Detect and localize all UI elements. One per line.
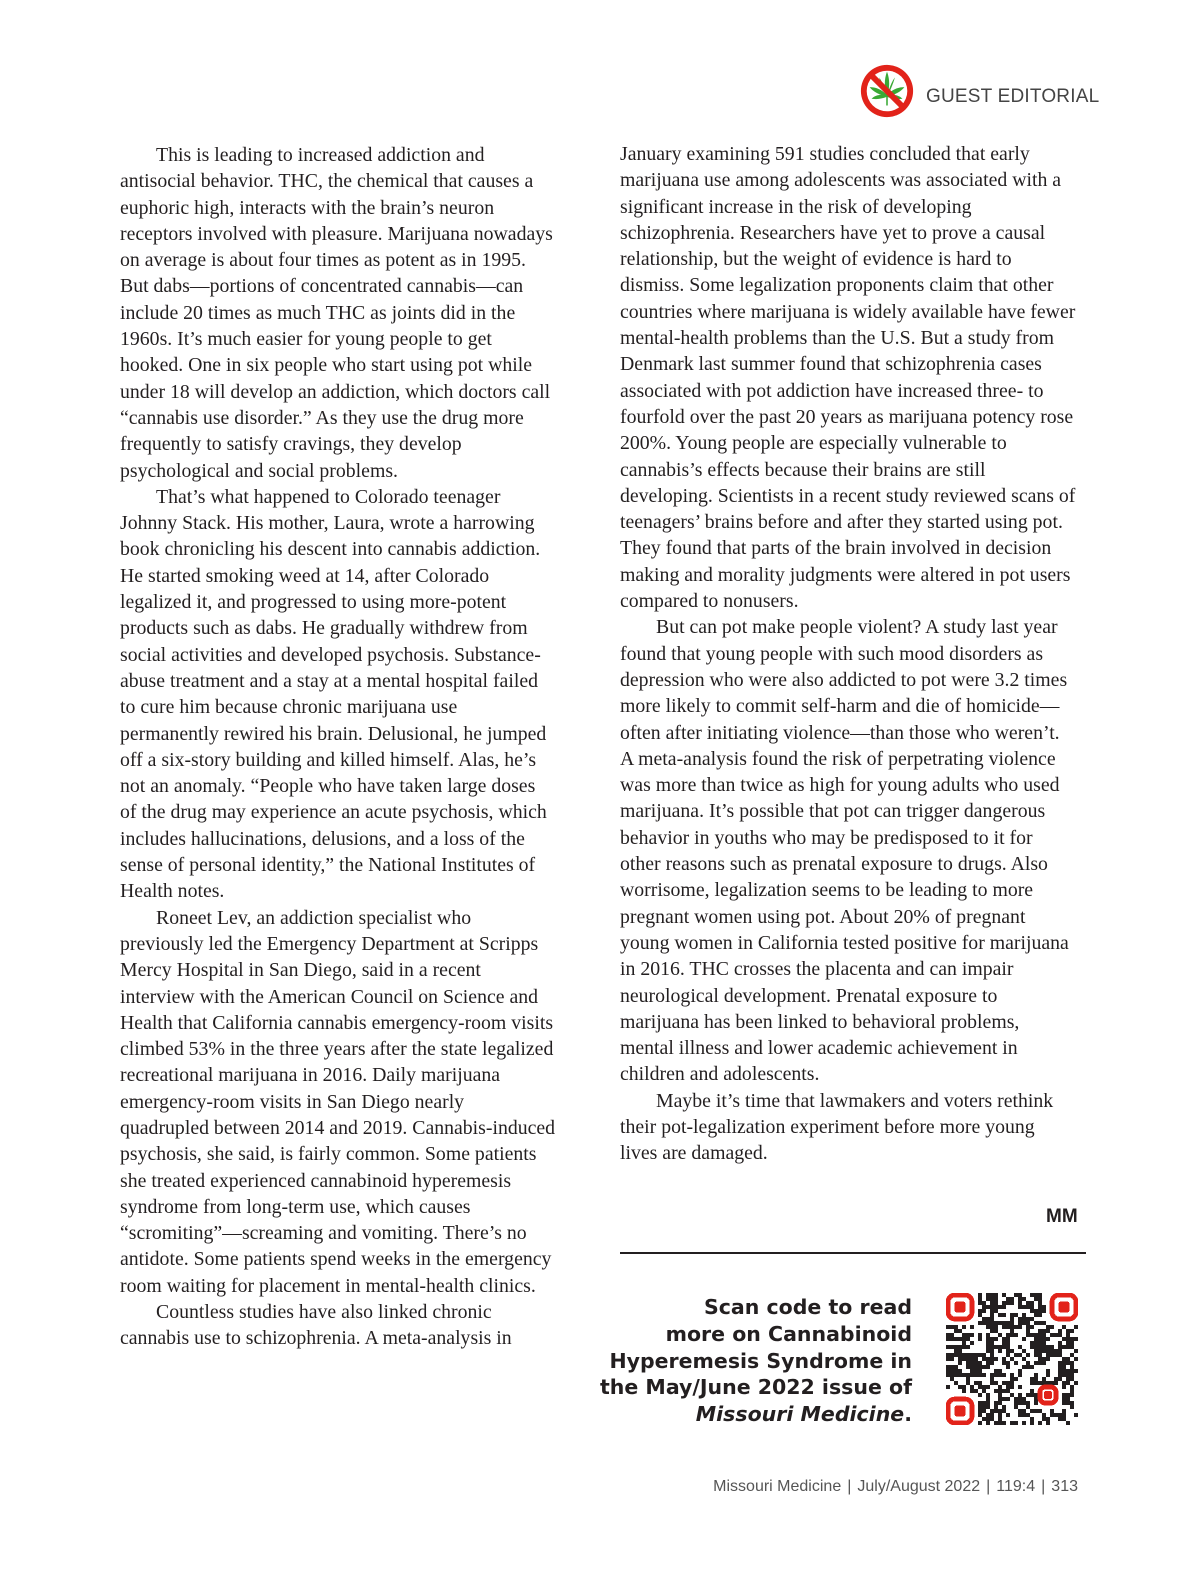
section-label: GUEST EDITORIAL <box>926 86 1100 107</box>
article-left-column <box>120 142 556 1352</box>
paragraph: Countless studies have also linked chronic cannabis use to schizophrenia. A meta-analysis in <box>120 1301 512 1350</box>
paragraph: January examining 591 studies concluded that early marijuana use among adolescents was associated with a significant increase in the risk of developing schizophrenia. Researchers have yet to prove a causal relationship, but the weight of evidence is hard to dismiss. Some legalization proponents claim that other countries where marijuana is widely available have fewer mental-health problems than the U.S. But a study from Denmark last summer found that schizophrenia cases associated with pot addiction have increased three- to fourfold over the past 20 years as marijuana potency rose 200%. Young people are especially vulnerable to cannabis’s effects because their brains are still developing. Scientists in a recent study reviewed scans of teenagers’ brains before and after they started using pot. They found that parts of the brain involved in decision making and morality judgments were altered in pot users compared to nonusers. <box>620 143 1076 613</box>
footer-separator: | <box>986 1478 991 1495</box>
footer-journal: Missouri Medicine <box>713 1478 842 1495</box>
paragraph: Maybe it’s time that lawmakers and voters rethink their pot-legalization experiment before more young lives are damaged. <box>620 1089 1054 1165</box>
divider <box>620 1252 1086 1254</box>
callout-line: Scan code to read <box>704 1295 912 1319</box>
paragraph: That’s what happened to Colorado teenager Johnny Stack. His mother, Laura, wrote a harrowing book chronicling his descent into cannabis addiction. He started smoking weed at 14, after Colorado legalized it, and progressed to using more-potent products such as dabs. He gradually withdrew from social activities and developed psychosis. Substance-abuse treatment and a stay at a mental hospital failed to cure him because chronic marijuana use permanently rewired his brain. Delusional, he jumped off a six-story building and killed himself. Alas, he’s not an anomaly. “People who have taken large doses of the drug may experience an acute psychosis, which includes hallucinations, delusions, and a loss of the sense of personal identity,” the National Institutes of Health notes. <box>120 485 547 903</box>
callout-line: the May/June 2022 issue of <box>600 1375 913 1400</box>
callout-line: Hyperemesis Syndrome in <box>609 1348 912 1373</box>
page-number: 313 <box>1051 1478 1078 1495</box>
paragraph: This is leading to increased addiction and antisocial behavior. THC, the chemical that causes a euphoric high, interacts with the brain’s neuron receptors involved with pleasure. Marijuana nowadays on average is about four times as potent as in 1995. But dabs—portions of concentrated cannabis—can include 20 times as much THC as joints did in the 1960s. It’s much easier for young people to get hooked. One in six people who start using pot while under 18 will develop an addiction, which doctors call “cannabis use disorder.” As they use the drug more frequently to satisfy cravings, they develop psychological and social problems. <box>120 144 553 482</box>
article-right-column <box>620 141 1076 1167</box>
qr-callout-text <box>600 1294 912 1428</box>
footer-separator: | <box>847 1478 852 1495</box>
footer-volume: 119:4 <box>996 1478 1036 1495</box>
no-cannabis-icon <box>858 62 916 120</box>
qr-code-icon[interactable] <box>946 1293 1078 1425</box>
callout-line: more on Cannabinoid <box>665 1321 912 1346</box>
page-footer <box>713 1478 1078 1496</box>
callout-punct: . <box>904 1402 912 1427</box>
paragraph: Roneet Lev, an addiction specialist who previously led the Emergency Department at Scripps Mercy Hospital in San Diego, said in a recent interview with the American Council on Science and Health that California cannabis emergency-room visits climbed 53% in the three years after the state legalized recreational marijuana in 2016. Daily marijuana emergency-room visits in San Diego nearly quadrupled between 2014 and 2019. Cannabis-induced psychosis, she said, is fairly common. Some patients she treated experienced cannabinoid hyperemesis syndrome from long-term use, which causes “scromiting”—screaming and vomiting. There’s no antidote. Some patients spend weeks in the emergency room waiting for placement in mental-health clinics. <box>120 906 556 1297</box>
footer-separator: | <box>1041 1478 1046 1495</box>
footer-issue: July/August 2022 <box>857 1478 981 1495</box>
callout-line <box>600 1401 912 1428</box>
article-signoff: MM <box>1046 1206 1078 1227</box>
journal-name: Missouri Medicine <box>695 1402 905 1427</box>
paragraph: But can pot make people violent? A study last year found that young people with such mood disorders as depression who were also addicted to pot were 3.2 times more likely to commit self-harm and die of homicide—often after initiating violence—than those who weren’t. A meta-analysis found the risk of perpetrating violence was more than twice as high for young adults who used marijuana. It’s possible that pot can trigger dangerous behavior in youths who may be predisposed to it for other reasons such as prenatal exposure to drugs. Also worrisome, legalization seems to be leading to more pregnant women using pot. About 20% of pregnant young women in California tested positive for marijuana in 2016. THC crosses the placenta and can impair neurological development. Prenatal exposure to marijuana has been linked to behavioral problems, mental illness and lower academic achievement in children and adolescents. <box>620 616 1069 1086</box>
